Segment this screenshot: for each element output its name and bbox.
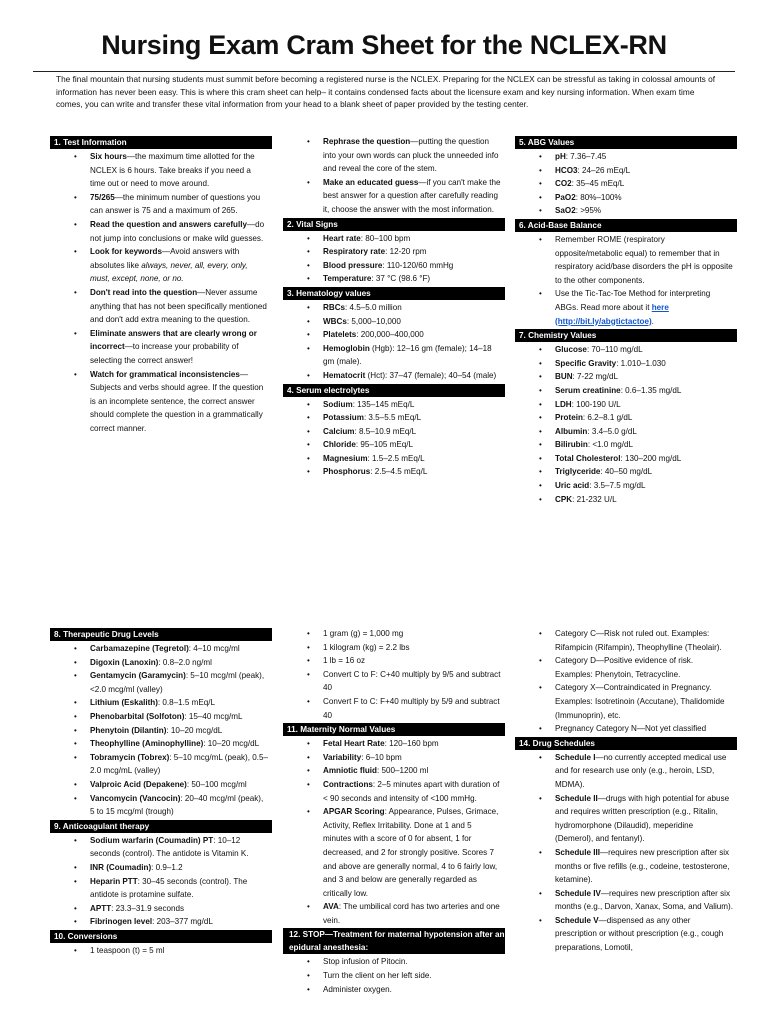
item-value: : 500–1200 ml	[376, 766, 429, 776]
item-label: Temperature	[323, 274, 372, 284]
list-item	[283, 425, 505, 439]
item-value: : 5–10 mcg/mL (peak), 0.5–2.0 mcg/mL (valley)	[90, 752, 268, 776]
item-label: Valproic Acid (Depakene)	[90, 779, 187, 789]
item-label: HCO3	[555, 165, 578, 175]
item-label: RBCs	[323, 302, 346, 312]
list-item	[283, 232, 505, 246]
item-label: Respiratory rate	[323, 247, 386, 257]
item-label: WBCs	[323, 316, 347, 326]
list-item	[515, 425, 737, 439]
item-label: Potassium	[323, 413, 364, 423]
item-value: : 5,000–10,000	[346, 316, 401, 326]
list-item: • Read the question and answers carefully—do not jump into conclusions or make wild guesses.	[50, 218, 272, 245]
item-value: : 8.5–10.9 mEq/L	[354, 426, 417, 436]
item-label: Albumin	[555, 426, 588, 436]
list-item	[50, 778, 272, 792]
list-item	[283, 751, 505, 765]
list-item	[515, 370, 737, 384]
item-value: : 23.3–31.9 seconds	[111, 903, 185, 913]
item-label: Protein	[555, 413, 583, 423]
list-item	[50, 656, 272, 670]
item-value: : 0.9–1.2	[151, 862, 183, 872]
list-item	[515, 164, 737, 178]
drug-schedules-list	[515, 751, 737, 955]
acid-base-list	[515, 233, 737, 328]
item-label: Glucose	[555, 345, 587, 355]
list-item: • Category X—Contraindicated in Pregnancy. Examples: Isotretinoin (Accutane), Thalidomide (Immunoprin), etc.	[515, 681, 737, 722]
item-label: CPK	[555, 494, 573, 504]
item-label: Phenobarbital (Solfoton)	[90, 711, 185, 721]
list-item	[515, 846, 737, 887]
section-header-acid-base: 6. Acid-Base Balance	[515, 219, 737, 232]
item-label: Platelets	[323, 330, 357, 340]
item-label: Total Cholesterol	[555, 453, 621, 463]
stop-treatment-list	[283, 955, 505, 996]
item-label: Gentamycin (Garamycin)	[90, 671, 186, 681]
abg-tictactoe-link[interactable]: here (http://bit.ly/abgtictactoe)	[555, 302, 669, 326]
item-label: pH	[555, 152, 566, 161]
list-item: • Don't read into the question—Never assume anything that has not been specifically mentioned and don't add extra meaning to the question.	[50, 286, 272, 327]
item-label: CO2	[555, 179, 572, 189]
section-header-test-information: 1. Test Information	[50, 136, 272, 149]
list-item	[283, 369, 505, 383]
section-header-therapeutic-drug-levels: 8. Therapeutic Drug Levels	[50, 628, 272, 641]
item-value: : 1.5–2.5 mEq/L	[367, 453, 425, 463]
list-item: • 1 lb = 16 oz	[283, 654, 505, 668]
list-item: • Look for keywords—Avoid answers with absolutes like always, never, all, every, only, must, except, none, or no.	[50, 245, 272, 286]
item-label: Vancomycin (Vancocin)	[90, 793, 181, 803]
section-header-hematology: 3. Hematology values	[283, 287, 505, 300]
item-label: APTT	[90, 903, 112, 913]
item-label: Phosphorus	[323, 467, 371, 477]
column-top-left	[50, 135, 272, 435]
item-label: Phenytoin (Dilantin)	[90, 725, 167, 735]
item-label: PaO2	[555, 192, 576, 202]
item-value: : Appearance, Pulses, Grimace, Activity, Reflex Irritability. Done at 1 and 5 minutes with a score of 0 for absent, 1 for decreased, and 2 for strongly positive. Scores 7 and above are generally normal, 4 to 6 fairly low, and 3 and below are generally regarded as critically low.	[323, 807, 499, 898]
item-value: : 40–50 mg/dL	[600, 467, 653, 477]
therapeutic-drug-levels-list	[50, 642, 272, 819]
section-header-serum-electrolytes: 4. Serum electrolytes	[283, 384, 505, 397]
item-label: LDH	[555, 399, 572, 409]
list-item: • Rephrase the question—putting the question into your own words can pluck the unneeded info and reveal the core of the stem.	[283, 135, 505, 176]
column-top-middle	[283, 135, 505, 479]
list-item	[50, 724, 272, 738]
item-label: Carbamazepine (Tegretol)	[90, 644, 189, 653]
list-item	[515, 150, 737, 164]
list-item: • 1 teaspoon (t) = 5 ml	[50, 944, 272, 958]
item-label: Serum creatinine	[555, 385, 621, 395]
item-label: Magnesium	[323, 453, 368, 463]
list-item: • Remember ROME (respiratory opposite/metabolic equal) to remember that in respiratory acid/base disorders the pH is opposite to the other components.	[515, 233, 737, 287]
item-value: : 20–40 mcg/ml (peak), 5 to 15 mcg/ml (trough)	[90, 793, 264, 817]
item-value: : 100-190 U/L	[571, 399, 621, 409]
list-item	[283, 315, 505, 329]
item-label: Specific Gravity	[555, 358, 617, 368]
conversions-list-continued	[283, 627, 505, 722]
list-item: • 1 gram (g) = 1,000 mg	[283, 627, 505, 641]
item-value: : 0.6–1.35 mg/dL	[620, 385, 682, 395]
item-value: : 24–26 mEq/L	[577, 165, 631, 175]
item-value: : 1.010–1.030	[616, 358, 666, 368]
list-item	[50, 902, 272, 916]
item-value: : 70–110 mg/dL	[586, 345, 643, 355]
item-value: (Hgb): 12–16 gm (female); 14–18 gm (male).	[323, 343, 492, 367]
list-item	[283, 805, 505, 900]
list-item	[283, 900, 505, 927]
item-label: Schedule I	[555, 752, 596, 762]
list-item	[283, 438, 505, 452]
list-item	[515, 887, 737, 914]
list-item	[283, 301, 505, 315]
item-value: : 7-22 mg/dL	[572, 372, 618, 382]
section-header-drug-schedules: 14. Drug Schedules	[515, 737, 737, 750]
item-label: Heart rate	[323, 233, 361, 243]
item-label: Fibrinogen level	[90, 917, 153, 927]
item-label: SaO2	[555, 206, 576, 216]
item-value: —no currently accepted medical use and for research use only (e.g., heroin, LSD, MDMA).	[555, 752, 727, 789]
abg-values-list	[515, 150, 737, 218]
item-value: : 10–20 mcg/dL	[166, 725, 223, 735]
intro-paragraph: The final mountain that nursing students must summit before becoming a registered nurse is the NCLEX. Preparing for the NCLEX can be stressful as taking in colossal amounts of information has never been easy. This is where this cram sheet can help– it contains condensed facts about the licensure exam and key nursing information. When exam time comes, you can write and transfer these vital information from your head to a blank sheet of paper provided by the testing center.	[56, 74, 716, 110]
list-item	[283, 778, 505, 805]
column-bottom-right	[515, 627, 737, 955]
list-item	[50, 834, 272, 861]
item-label: Sodium warfarin (Coumadin) PT	[90, 835, 214, 845]
list-item	[50, 861, 272, 875]
item-value: : 135–145 mEq/L	[352, 399, 415, 409]
list-item	[50, 737, 272, 751]
item-value: : The umbilical cord has two arteries and one vein.	[323, 902, 500, 925]
item-label: Variability	[323, 752, 362, 762]
list-item: • Category C—Risk not ruled out. Examples: Rifampicin (Rifampin), Theophylline (Theolair).	[515, 627, 737, 654]
item-label: BUN	[555, 372, 573, 382]
item-value: —dispensed as any other prescription or without prescription (e.g., cough preparations, Lomotil,	[555, 915, 724, 953]
item-value: : 6.2–8.1 g/dL	[582, 413, 633, 423]
list-item	[515, 411, 737, 425]
item-label: Triglyceride	[555, 467, 601, 477]
list-item	[283, 411, 505, 425]
list-item: • Convert F to C: F+40 multiply by 5/9 and subtract 40	[283, 695, 505, 722]
item-label: Schedule III	[555, 847, 600, 857]
pregnancy-categories-list-continued	[515, 627, 737, 736]
conversions-list-start	[50, 944, 272, 958]
list-item	[515, 792, 737, 846]
list-item	[515, 751, 737, 792]
item-value: : 0.8–2.0 ng/ml	[158, 657, 212, 667]
item-label: Theophylline (Aminophylline)	[90, 739, 204, 749]
item-value: : 12-20 rpm	[385, 247, 427, 257]
list-item	[515, 357, 737, 371]
item-label: Heparin PTT	[90, 876, 138, 886]
item-value: : 5–10 mcg/ml (peak), <2.0 mcg/ml (valley)	[90, 671, 265, 694]
item-value: : 37 °C (98.6 °F)	[371, 274, 431, 284]
list-item	[283, 272, 505, 286]
item-value: : 3.5–7.5 mg/dL	[589, 481, 646, 491]
item-value: : 50–100 mcg/ml	[186, 779, 247, 789]
item-value: : 200,000–400,000	[356, 330, 424, 340]
list-item	[50, 875, 272, 902]
item-label: Blood pressure	[323, 260, 383, 270]
item-value: : <1.0 mg/dL	[587, 440, 634, 450]
item-label: Sodium	[323, 399, 353, 409]
list-item	[50, 792, 272, 819]
column-top-right	[515, 135, 737, 506]
list-item: • Pregnancy Category N—Not yet classified	[515, 722, 737, 736]
item-value: : 15–40 mcg/mL	[184, 711, 243, 721]
list-item	[515, 177, 737, 191]
item-label: AVA	[323, 902, 339, 912]
item-label: Hemoglobin	[323, 343, 370, 353]
item-value: : 95–105 mEq/L	[355, 440, 413, 450]
list-item	[515, 204, 737, 218]
list-item: • Watch for grammatical inconsistencies—Subjects and verbs should agree. If the question is an incomplete sentence, the correct answer should complete the question in a grammatically correct manner.	[50, 368, 272, 436]
item-value: : 120–160 bpm	[384, 739, 439, 749]
item-value: : 110-120/60 mmHg	[382, 260, 454, 270]
hematology-list	[283, 301, 505, 383]
item-label: Uric acid	[555, 481, 590, 491]
item-label: Hematocrit	[323, 370, 366, 380]
list-item	[515, 479, 737, 493]
list-item	[50, 751, 272, 778]
column-bottom-left	[50, 627, 272, 957]
item-value: : 80–100 bpm	[360, 233, 411, 243]
item-label: Digoxin (Lanoxin)	[90, 657, 159, 667]
item-value: : 10–20 mcg/dL	[203, 739, 260, 749]
list-item: • Make an educated guess—if you can't make the best answer for a question after carefully reading it, choose the answer with the most information.	[283, 176, 505, 217]
item-value: —requires new prescription after six months (e.g., Darvon, Xanax, Soma, and Valium).	[555, 888, 733, 912]
list-item	[515, 438, 737, 452]
list-item: • Stop infusion of Pitocin.	[283, 955, 505, 969]
list-item	[283, 342, 505, 369]
list-item: • 1 kilogram (kg) = 2.2 lbs	[283, 641, 505, 655]
serum-electrolytes-list	[283, 398, 505, 480]
list-item	[515, 465, 737, 479]
test-information-list-continued	[283, 135, 505, 217]
list-item	[283, 259, 505, 273]
item-value: : 3.5–5.5 mEq/L	[363, 413, 422, 423]
item-value: : 80%–100%	[575, 192, 622, 202]
list-item	[50, 642, 272, 656]
section-header-conversions: 10. Conversions	[50, 930, 272, 943]
list-item	[50, 915, 272, 929]
item-label: Chloride	[323, 440, 356, 450]
list-item	[50, 710, 272, 724]
item-label: Fetal Heart Rate	[323, 739, 385, 749]
item-value: : 7.36–7.45	[565, 152, 607, 161]
list-item	[515, 191, 737, 205]
item-label: Schedule V	[555, 915, 599, 925]
item-value: : 2–5 minutes apart with duration of < 90 seconds and intensity of <100 mmHg.	[323, 779, 500, 803]
item-value: : 0.8–1.5 mEq/L	[157, 698, 216, 708]
item-value: : 10–12 seconds (control). The antidote is Vitamin K.	[90, 835, 249, 859]
item-value: (Hct): 37–47 (female); 40–54 (male)	[365, 370, 497, 380]
item-label: Schedule IV	[555, 888, 601, 898]
list-item: • Category D—Positive evidence of risk. Examples: Phenytoin, Tetracycline.	[515, 654, 737, 681]
item-value: : >95%	[575, 206, 602, 216]
item-value: —drugs with high potential for abuse and requires written prescription (e.g., Ritalin, hydromorphone (Dilaudid), meperidine (Demerol), and fentanyl).	[555, 793, 730, 844]
list-item	[283, 465, 505, 479]
list-item	[515, 914, 737, 955]
item-value: —requires new prescription after six months or five refills (e.g., codeine, testosterone, ketamine).	[555, 847, 730, 885]
list-item	[283, 452, 505, 466]
item-label: APGAR Scoring	[323, 807, 385, 817]
item-value: : 130–200 mg/dL	[620, 453, 682, 463]
list-item	[515, 493, 737, 507]
item-value: : 4–10 mcg/ml	[188, 644, 240, 653]
chemistry-values-list	[515, 343, 737, 506]
item-value: : 6–10 bpm	[361, 752, 402, 762]
list-item	[515, 343, 737, 357]
item-label: Tobramycin (Tobrex)	[90, 752, 170, 762]
item-value: : 3.4–5.0 g/dL	[587, 426, 637, 436]
item-label: INR (Coumadin)	[90, 862, 152, 872]
anticoagulant-therapy-list	[50, 834, 272, 929]
section-header-chemistry-values: 7. Chemistry Values	[515, 329, 737, 342]
list-item	[283, 328, 505, 342]
list-item	[515, 398, 737, 412]
list-item: • Use the Tic-Tac-Toe Method for interpreting ABGs. Read more about it here (http://bit.ly/abgtictactoe).	[515, 287, 737, 328]
page-title: Nursing Exam Cram Sheet for the NCLEX-RN	[101, 30, 667, 60]
item-value: : 4.5–5.0 million	[345, 302, 402, 312]
item-label: Calcium	[323, 426, 355, 436]
item-label: Bilirubin	[555, 440, 588, 450]
vital-signs-list	[283, 232, 505, 286]
maternity-normal-values-list	[283, 737, 505, 927]
item-label: Amniotic fluid	[323, 766, 377, 776]
section-header-anticoagulant-therapy: 9. Anticoagulant therapy	[50, 820, 272, 833]
column-bottom-middle	[283, 627, 505, 996]
list-item: • Turn the client on her left side.	[283, 969, 505, 983]
section-header-maternity-normal-values: 11. Maternity Normal Values	[283, 723, 505, 736]
test-information-list	[50, 150, 272, 435]
list-item: • Administer oxygen.	[283, 983, 505, 997]
list-item	[515, 452, 737, 466]
list-item	[50, 669, 272, 696]
item-label: Contractions	[323, 779, 373, 789]
list-item	[283, 245, 505, 259]
list-item	[283, 398, 505, 412]
item-label: Schedule II	[555, 793, 598, 803]
list-item	[283, 737, 505, 751]
list-item: • Six hours—the maximum time allotted for the NCLEX is 6 hours. Take breaks if you need a time out or need to move around.	[50, 150, 272, 191]
item-value: : 30–45 seconds (control). The antidote is protamine sulfate.	[90, 876, 248, 900]
list-item	[515, 384, 737, 398]
item-label: Lithium (Eskalith)	[90, 698, 158, 708]
list-item: • Eliminate answers that are clearly wrong or incorrect—to increase your probability of selecting the correct answer!	[50, 327, 272, 368]
item-value: : 2.5–4.5 mEq/L	[370, 467, 428, 477]
list-item	[283, 764, 505, 778]
item-value: : 21-232 U/L	[572, 494, 617, 504]
section-header-abg-values: 5. ABG Values	[515, 136, 737, 149]
list-item	[50, 696, 272, 710]
list-item: • Convert C to F: C+40 multiply by 9/5 and subtract 40	[283, 668, 505, 695]
list-item: • 75/265—the minimum number of questions you can answer is 75 and a maximum of 265.	[50, 191, 272, 218]
item-value: : 203–377 mg/dL	[152, 917, 213, 927]
title-divider	[33, 71, 735, 72]
section-header-vital-signs: 2. Vital Signs	[283, 218, 505, 231]
section-header-stop-treatment: 12. STOP—Treatment for maternal hypotension after an epidural anesthesia:	[283, 928, 505, 954]
item-value: : 35–45 mEq/L	[571, 179, 625, 189]
